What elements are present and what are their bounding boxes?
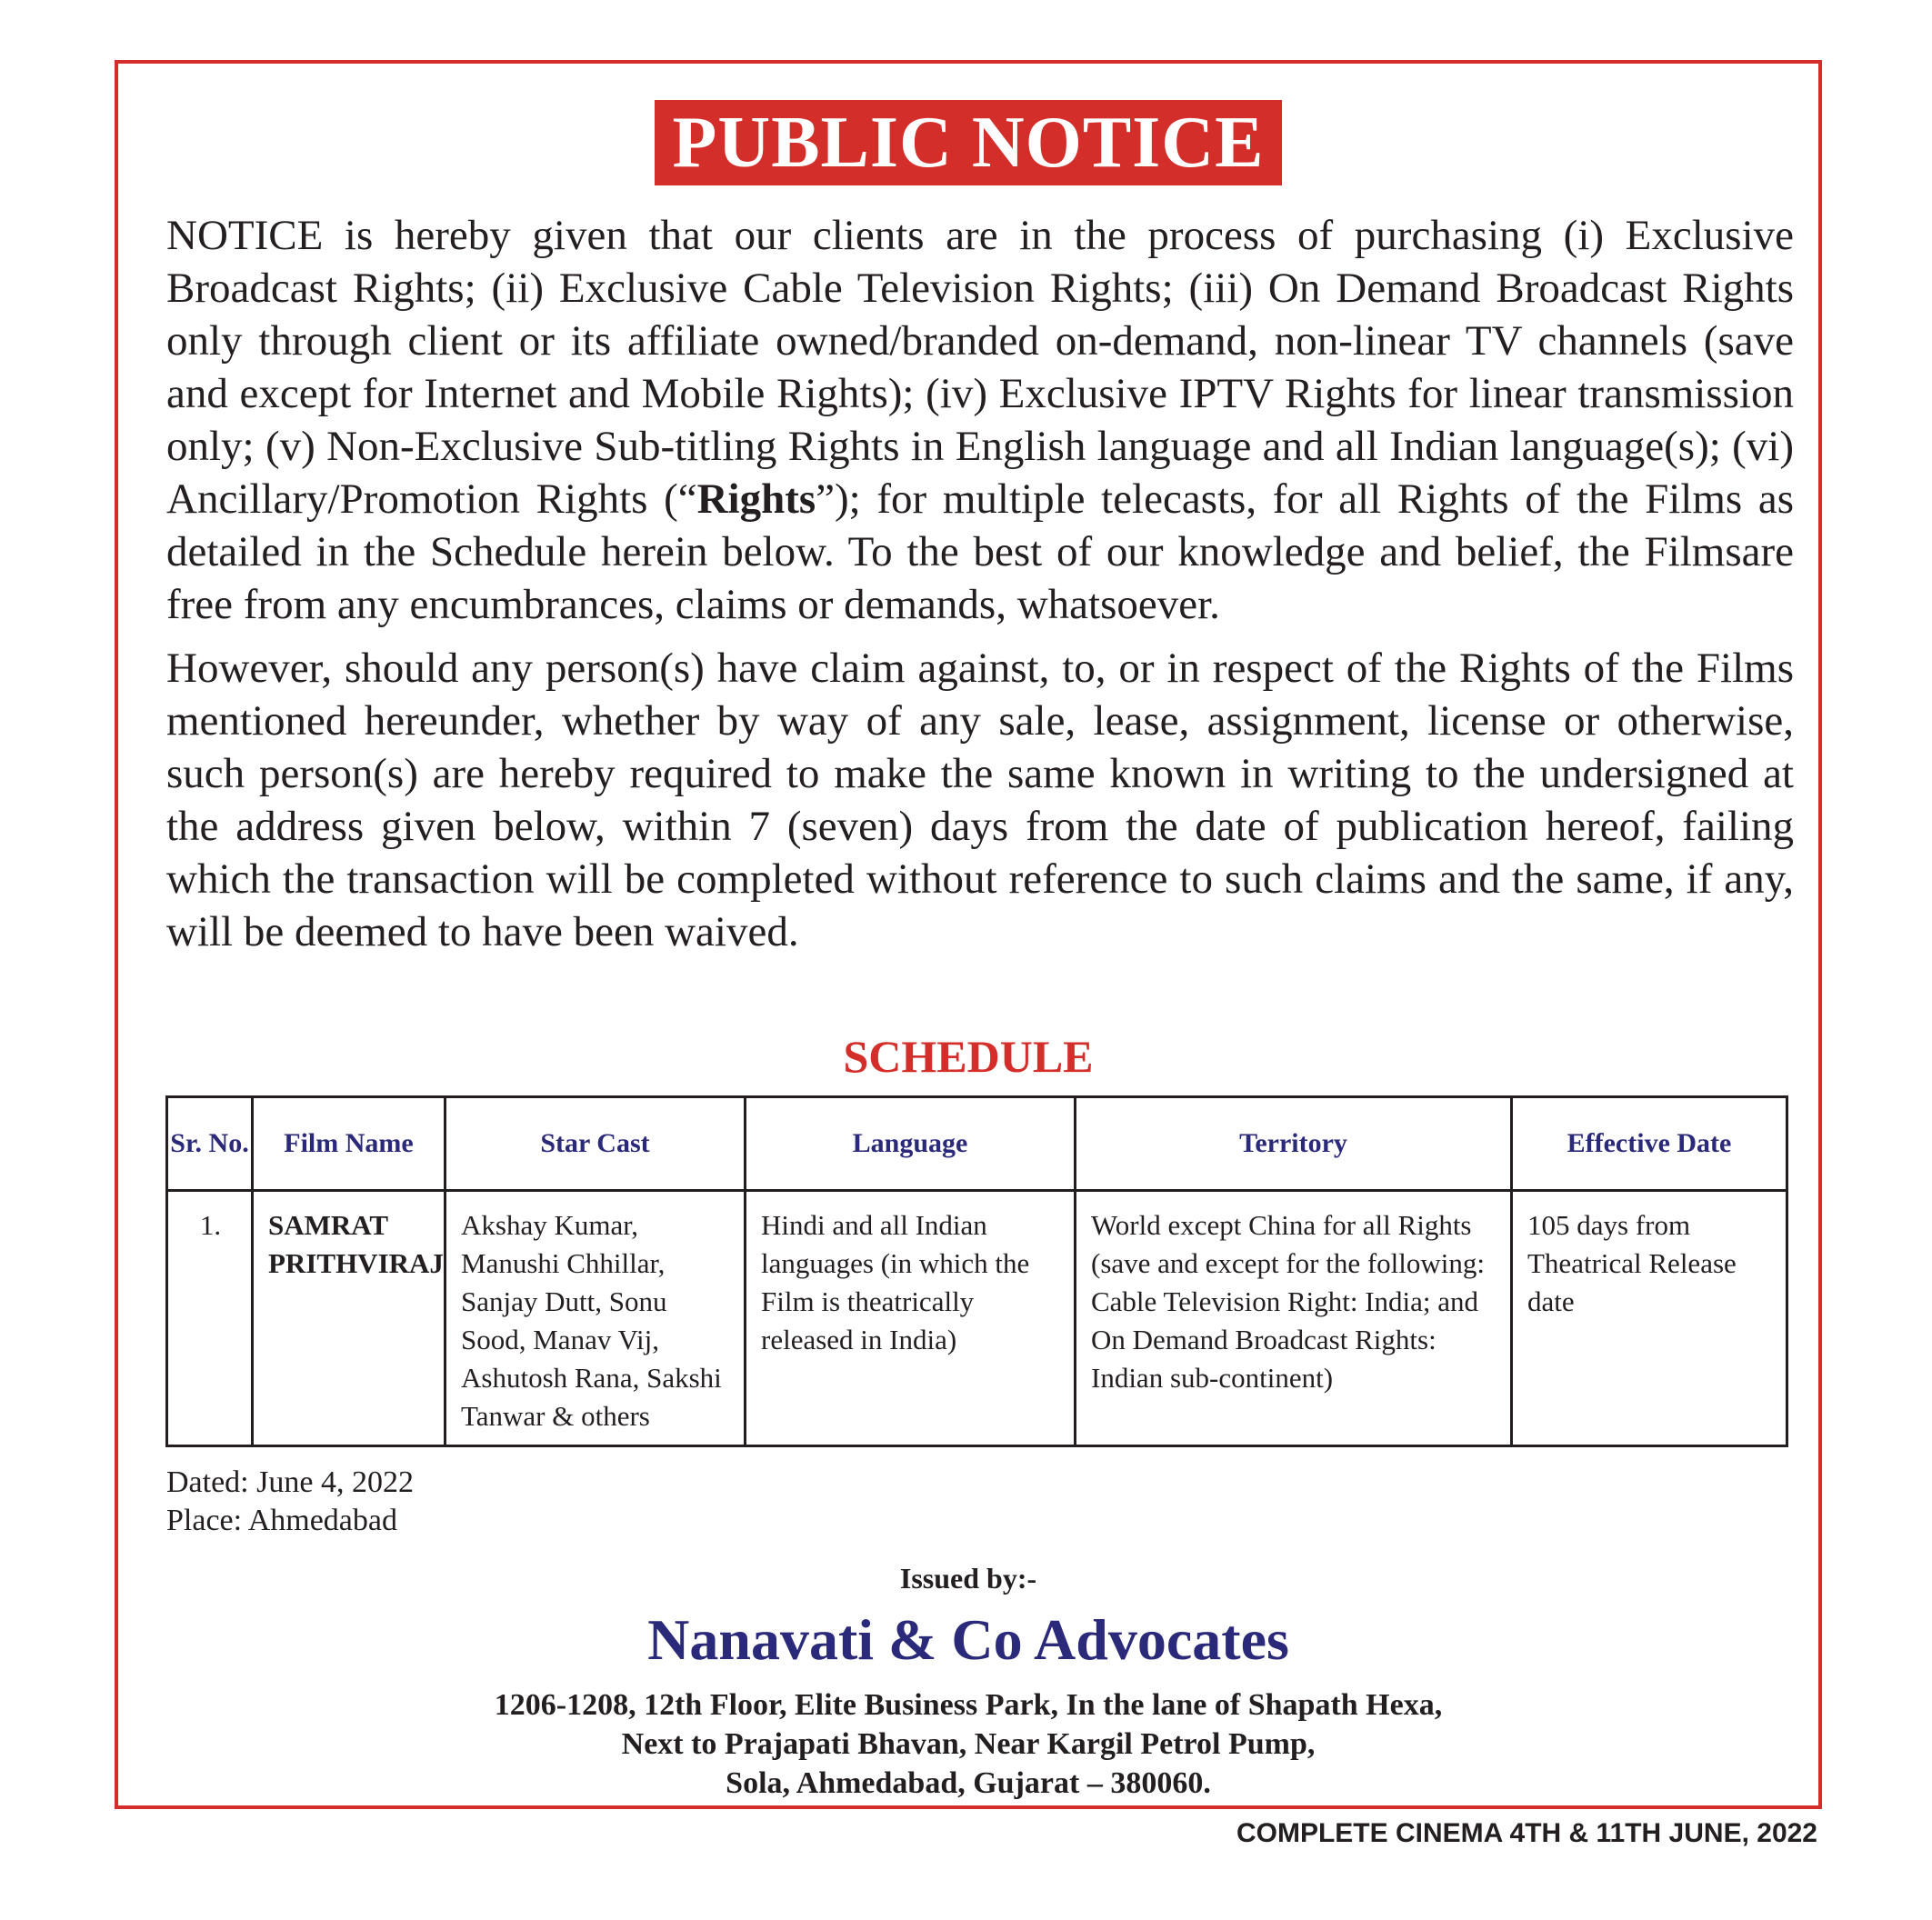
paragraph-1 xyxy=(166,209,1794,631)
issued-by-label: Issued by:- xyxy=(899,1562,1037,1595)
table-row xyxy=(167,1191,1787,1446)
address-line-2: Next to Prajapati Bhavan, Near Kargil Petrol Pump, xyxy=(621,1727,1316,1761)
table-header-row xyxy=(167,1097,1787,1191)
header-language: Language xyxy=(746,1097,1076,1191)
rights-term: Rights xyxy=(696,475,816,523)
date-place-block xyxy=(166,1464,414,1540)
header-sr-no: Sr. No. xyxy=(167,1097,253,1191)
schedule-heading: SCHEDULE xyxy=(843,1031,1094,1082)
notice-frame xyxy=(115,60,1822,1809)
header-star-cast: Star Cast xyxy=(445,1097,746,1191)
header-film-name: Film Name xyxy=(253,1097,445,1191)
place-line: Place: Ahmedabad xyxy=(166,1504,397,1537)
notice-title: PUBLIC NOTICE xyxy=(655,100,1283,185)
schedule-table xyxy=(165,1095,1788,1447)
title-wrap xyxy=(118,100,1818,185)
firm-address xyxy=(118,1685,1818,1803)
cell-territory: World except China for all Rights (save and except for the following: Cable Television Right: India; and On Demand Broadcast Rights: Indian sub-continent) xyxy=(1076,1191,1512,1446)
address-line-3: Sola, Ahmedabad, Gujarat – 380060. xyxy=(726,1766,1211,1800)
firm-name: Nanavati & Co Advocates xyxy=(647,1607,1289,1672)
cell-sr-no: 1. xyxy=(167,1191,253,1446)
header-territory: Territory xyxy=(1076,1097,1512,1191)
cell-star-cast: Akshay Kumar, Manushi Chhillar, Sanjay Dutt, Sonu Sood, Manav Vij, Ashutosh Rana, Sakshi Tanwar & others xyxy=(445,1191,746,1446)
dated-line: Dated: June 4, 2022 xyxy=(166,1465,414,1499)
paragraph-1-end: ”); for multiple telecasts, for all Rights of the Films as detailed in the Schedule herein below. To the best of our knowledge and belief, the Filmsare free from any encumbrances, claims or demands, whatsoever. xyxy=(166,475,1794,628)
cell-language: Hindi and all Indian languages (in which the Film is theatrically released in India) xyxy=(746,1191,1076,1446)
publication-footer: COMPLETE CINEMA 4TH & 11TH JUNE, 2022 xyxy=(1236,1818,1817,1848)
header-effective-date: Effective Date xyxy=(1512,1097,1787,1191)
paragraph-2: However, should any person(s) have claim against, to, or in respect of the Rights of the Films mentioned hereunder, whether by way of any sale, lease, assignment, license or otherwise, such person(s) are hereby required to make the same known in writing to the undersigned at the address given below, within 7 (seven) days from the date of publication hereof, failing which the transaction will be completed without reference to such claims and the same, if any, will be deemed to have been waived. xyxy=(166,645,1794,955)
paragraph-1-start: NOTICE is hereby given that our clients are in the process of purchasing (i) Exclusive Broadcast Rights; (ii) Exclusive Cable Television Rights; (iii) On Demand Broadcast Rights only through client or its affiliate owned/branded on-demand, non-linear TV channels (save and except for Internet and Mobile Rights); (iv) Exclusive IPTV Rights for linear transmission only; (v) Non-Exclusive Sub-titling Rights in English language and all Indian language(s); (vi) Ancillary/Promotion Rights (“ xyxy=(166,212,1794,523)
cell-film-name: SAMRAT PRITHVIRAJ xyxy=(253,1191,445,1446)
address-line-1: 1206-1208, 12th Floor, Elite Business Park, In the lane of Shapath Hexa, xyxy=(494,1688,1443,1722)
notice-body xyxy=(166,209,1794,969)
cell-effective-date: 105 days from Theatrical Release date xyxy=(1512,1191,1787,1446)
